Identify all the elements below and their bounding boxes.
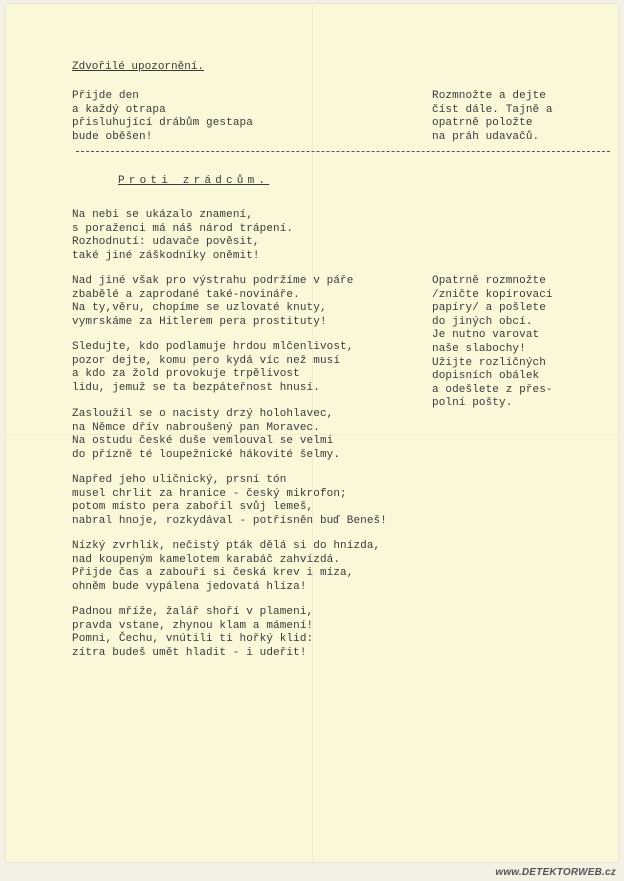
poem-stanza-7: Padnou mříže, žalář shoří v plameni, pravda vstane, zhynou klam a mámení! Pomni, Čechu, vnútili ti hořký klid: zítra budeš umět hladit - i udeřit! (72, 606, 314, 659)
poem-stanza-1: Na nebi se ukázalo znamení, s poraženci má náš národ trápení. Rozhodnutí: udavače pověsit, také jiné záškodníky oněmit! (72, 209, 294, 262)
poem-stanza-6: Nízký zvrhlík, nečistý pták dělá si do hnízda, nad koupeným kamelotem karabáč zahvízdá. Přijde čas a zabouří si česká krev i míza, ohněm bude vypálena jedovatá hlíza! (72, 540, 381, 593)
poem-stanza-4: Zasloužil se o nacisty drzý holohlavec, na Němce dřív nabroušený pan Moravec. Na ostudu české duše vemlouval se velmi do přízně té loupežnické hákovité šelmy. (72, 408, 341, 461)
site-watermark: www.DETEKTORWEB.cz (495, 867, 616, 878)
poem-title: Proti zrádcům. (118, 175, 270, 187)
polite-warning-heading: Zdvořilé upozornění. (72, 61, 205, 73)
distribution-instruction: Rozmnožte a dejte číst dále. Tajně a opatrně položte na práh udavačů. (432, 90, 553, 143)
poem-stanza-2: Nad jiné však pro výstrahu podržíme v páře zbabělé a zaprodané také-novináře. Na ty,věru, chopíme se uzlovaté knuty, vymrskáme za Hitlerem pera prostituty! (72, 275, 354, 328)
warning-text: Přijde den a každý otrapa přisluhující drábům gestapa bude oběšen! (72, 90, 253, 143)
poem-stanza-5: Napřed jeho uličnický, prsní tón musel chrlit za hranice - český mikrofon; potom místo pera zabořil svůj lemeš, nabral hnoje, rozkydával - potřísněn buď Beneš! (72, 474, 387, 527)
dashed-separator (76, 151, 610, 152)
paper-sheet (6, 4, 618, 862)
copying-instruction-note: Opatrně rozmnožte /zničte kopírovací papíry/ a pošlete do jiných obcí. Je nutno varovat naše slabochy! Užijte rozličných dopisních obálek a odešlete z přes- polní pošty. (432, 275, 553, 410)
poem-stanza-3: Sledujte, kdo podlamuje hrdou mlčenlivost, pozor dejte, komu pero kydá víc než musí a kdo za žold provokuje trpělivost lidu, jemuž se ta bezpáteřnost hnusí. (72, 341, 354, 394)
